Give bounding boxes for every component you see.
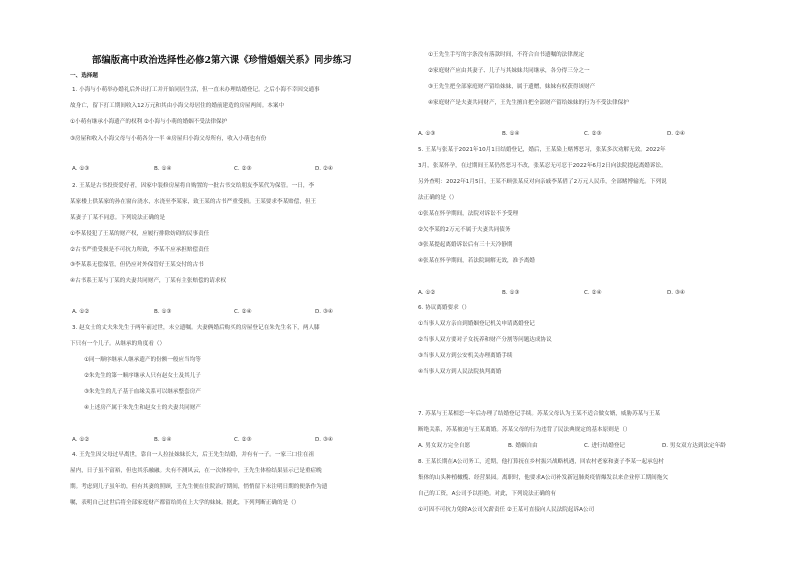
q3-item-1: ①同一顺序继承人继承遗产的份额一般应当均等 xyxy=(84,357,201,363)
q4-line-3: 期。考虑到儿子虽年幼，但有其妻的照顾，王先生便在住院治疗期间，悄悄留下未注明日期的便条作为遗 xyxy=(70,484,328,490)
q1-option-c: C. ②③ xyxy=(234,166,252,172)
q8-line-2: 集体的山头种植橄榄、经营果园。离职时，他要求A公司补发新冠肺炎疫情爆发以来企业停工期间拖欠 xyxy=(418,475,668,481)
q4-option-b: B. ①④ xyxy=(502,131,520,137)
q8-item-1: ①可因不可抗力免除A公司欠薪责任 ②王某可直接向人民法院起诉A公司 xyxy=(418,507,595,513)
q3-option-b: B. ①④ xyxy=(154,437,172,443)
q3-line-2: 下只有一个儿子。从继承的角度看（） xyxy=(70,341,166,347)
q6-item-3: ③当事人双方到公安机关办理离婚手续 xyxy=(418,353,513,359)
q5-item-1: ①张某在怀孕期间，法院对诉讼不予受理 xyxy=(418,211,519,217)
q4-item-3: ③王先生把全部家庭财产留给妹妹，属于遗赠，妹妹有权获得该财产 xyxy=(428,84,596,90)
section-heading: 一、选择题 xyxy=(70,73,98,79)
q4-item-2: ②家庭财产应由其妻子、儿子与其妹妹共同继承，各分得三分之一 xyxy=(428,68,590,74)
q6-item-4: ④当事人双方到人民法院执判离婚 xyxy=(418,369,502,375)
q1-option-b: B. ①④ xyxy=(154,166,172,172)
q4-line-4: 嘱，表明自己过世后将全部家庭财产都留给尚在上大学的妹妹。据此，下列判断正确的是（） xyxy=(70,500,300,506)
q2-item-3: ③李某系无偿保管，但仍应对外保管好王某交付的古书 xyxy=(70,262,204,268)
q7-option-c: C. 进行结婚登记 xyxy=(584,443,626,449)
q6-item-1: ①当事人双方亲自到婚姻登记机关申请离婚登记 xyxy=(418,321,535,327)
q1-item-2: ③房屋和收入小海父母与小萌各分一半 ④房屋归小海父母所有，收入小萌也有份 xyxy=(70,136,267,142)
q2-item-2: ②古书严重受损是不可抗力所致，李某不应承担赔偿责任 xyxy=(70,247,210,253)
q1-line-1: 1. 小海与小萌举办婚礼后外出打工并开始同居生活，但一直未办理结婚登记。之后小海不幸因交通事 xyxy=(72,87,320,93)
q5-option-b: B. ①③ xyxy=(502,290,520,296)
q4-item-1: ①王先生手写的字条没有落款时间，不符合自书遗嘱的法律规定 xyxy=(428,52,585,58)
q3-option-d: D. ③④ xyxy=(315,437,333,443)
q2-item-4: ④古书系王某与丁某的夫妻共同财产，丁某有主张赔偿的请求权 xyxy=(70,278,227,284)
q5-line-4: 法正确的是（） xyxy=(418,195,458,201)
q5-line-3: 另外查明：2022年1月5日，王某不顾张某反对向亲戚李某借了2万元人民币，全部赌博输光。下列说 xyxy=(418,179,667,185)
q7-line-2: 断绝关系，苏某被迫与王某离婚。苏某父母的行为违背了民法典规定的基本原则是（） xyxy=(418,427,631,433)
q2-line-2: 某家楼上供某家的孙在窗台浇水，水浇至李某家，致王某的古书严重受损。王某要求李某赔偿，但王 xyxy=(70,199,317,205)
q3-option-c: C. ②③ xyxy=(234,437,252,443)
q2-line-1: 2. 王某是古书投资爱好者，因家中装修房屋将自购置的一批古书交给朋友李某代为保管。一日，李 xyxy=(72,183,315,189)
q3-item-4: ④上述房产属于朱先生和赵女士的夫妻共同财产 xyxy=(84,405,201,411)
q3-item-3: ③朱先生的儿子基于血缘关系可以继承整套房产 xyxy=(84,389,201,395)
q2-option-b: B. ①③ xyxy=(154,309,172,315)
q7-option-d: D. 男女双方达到法定年龄 xyxy=(662,443,726,449)
q5-item-4: ④张某在怀孕期间，若法院调解无效，准予离婚 xyxy=(418,258,535,264)
q3-item-2: ②朱先生的第一顺序继承人只有赵女士及其儿子 xyxy=(84,373,201,379)
q8-line-3: 自己的工资，A公司予以拒绝。对此，下列说法正确的有 xyxy=(418,491,557,497)
q1-option-d: D. ②④ xyxy=(315,166,333,172)
q2-option-c: C. ②④ xyxy=(234,309,252,315)
q4-line-1: 4. 王先生因父母过早离世，靠自一人拉扯妹妹长大，后王先生结婚，并有有一子。一家三口住在祖 xyxy=(72,452,315,458)
q4-line-2: 屋内，日子虽不富裕，但也其乐融融。夫有不测风云，在一次体检中，王先生体检结果显示已是重症晚 xyxy=(70,468,322,474)
q2-item-1: ①李某侵犯了王某的财产权，应履行排除妨碍的民事责任 xyxy=(70,231,210,237)
q3-option-a: A. ①② xyxy=(72,437,90,443)
q2-option-a: A. ①② xyxy=(72,309,90,315)
page-title: 部编版高中政治选择性必修2第六课《珍惜婚姻关系》同步练习 xyxy=(92,55,352,66)
q5-line-2: 3月，张某怀孕，在过期间王某仍然恶习不改，张某忍无可忍于2022年6月2日向法院提起离婚诉讼。 xyxy=(418,163,667,169)
q5-option-a: A. ①② xyxy=(418,290,436,296)
q4-option-a: A. ①③ xyxy=(418,131,436,137)
q6-line-1: 6. 协议离婚要求（） xyxy=(418,305,470,311)
q2-option-d: D. ③④ xyxy=(315,309,333,315)
q7-option-a: A. 男女双方完全自愿 xyxy=(418,443,471,449)
q1-option-a: A. ①③ xyxy=(72,166,90,172)
q1-item-1: ①小萌有继承小海遗产的权利 ②小海与小萌的婚姻不受法律保护 xyxy=(70,119,228,125)
q1-line-2: 故身亡，留下打工期间收入12万元和其由小海父母居住的婚前建造的房屋两间。本案中 xyxy=(70,103,285,109)
q6-item-2: ②当事人双方要对子女抚养和财产分割等问题达成协议 xyxy=(418,337,552,343)
q5-option-d: D. ③④ xyxy=(667,290,685,296)
q2-line-3: 某妻子丁某不同意。下列说法正确的是 xyxy=(70,215,166,221)
q8-line-1: 8. 王某长期在A公司务工，近期，他打算抚在乡村振兴战略机遇，回农村老家和妻子李某一起承包村 xyxy=(418,459,664,465)
q5-item-3: ③张某提起离婚诉讼后有三十天冷静期 xyxy=(418,242,513,248)
q5-option-c: C. ②④ xyxy=(584,290,602,296)
q4-option-c: C. ②③ xyxy=(584,131,602,137)
q5-item-2: ②欠李某的2万元不属于夫妻共同债务 xyxy=(418,227,511,233)
q3-line-1: 3. 赵女士的丈夫朱先生于两年前过世，未立遗嘱。夫妻俩婚后购买的房屋登记在朱先生名下，两人膝 xyxy=(72,325,320,331)
q5-line-1: 5. 王某与张某于2021年10月1日结婚登记，婚后，王某染上赌博恶习，张某多次劝解无效。2022年 xyxy=(418,147,666,153)
q4-option-d: D. ②④ xyxy=(667,131,685,137)
q7-line-1: 7. 苏某与王某相恋一年后办理了结婚登记手续。苏某父母认为王某不适合做女婿，威胁苏某与王某 xyxy=(418,411,661,417)
q4-item-4: ④家庭财产是夫妻共同财产，王先生擅自把全部财产留给妹妹的行为不受法律保护 xyxy=(428,100,629,106)
q7-option-b: B. 婚姻自由 xyxy=(508,443,538,449)
